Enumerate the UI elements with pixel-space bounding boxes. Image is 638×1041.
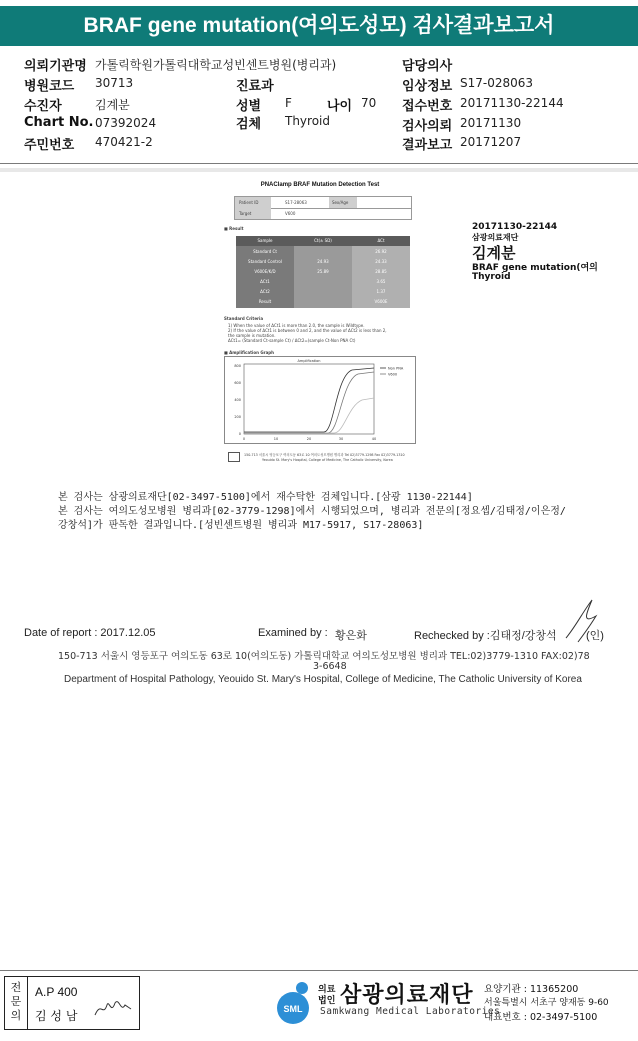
report-date-value: 20171207 [460, 135, 522, 149]
department-line: Department of Hospital Pathology, Yeouido St. Mary's Hospital, College of Medicine, The Catholic University of Korea [64, 674, 582, 685]
examined-label: Examined by : [258, 627, 328, 639]
amplification-graph [224, 356, 416, 444]
chart-value: 07392024 [95, 116, 157, 130]
graph-title: Amplification [297, 359, 321, 363]
hospital-logo-icon [228, 452, 240, 462]
id-value: 470421-2 [95, 135, 153, 149]
graph-frame [225, 357, 416, 444]
table-header: Ct(± SD) [314, 238, 332, 243]
stamp-code: A.P 400 [35, 985, 78, 999]
foundation-info: 서울특별시 서초구 양재동 9-60 [484, 998, 609, 1008]
criteria-line: ΔCt1= (Standard Ct-sample Ct) / ΔCt2=(sample Ct-Non PNA Ct) [228, 338, 356, 343]
criteria-title: Standard Criteria [224, 316, 264, 321]
hospital-code-label: 병원코드 [24, 79, 75, 94]
stamp-vertical-label: 전문의 [10, 981, 22, 1022]
stamp-name: 김 성 남 [35, 1009, 78, 1023]
graph-x-tick: 0 [242, 437, 246, 441]
logo-small-label: 법인 [318, 996, 336, 1006]
graph-legend-item: Non PNA [388, 366, 404, 371]
note-line: 강창석]가 판독한 결과입니다.[성빈센트병원 병리과 M17-5917, S17-28063] [58, 520, 424, 531]
embedded-report [222, 180, 418, 470]
sticker-patient-name: 김계분 [472, 244, 516, 262]
id-label: 주민번호 [24, 138, 75, 153]
graph-x-tick: 30 [338, 437, 344, 441]
foundation-info: 대표번호 : 02-3497-5100 [484, 1012, 598, 1023]
institution-value: 가톨릭학원가톨릭대학교성빈센트병원(병리과) [95, 58, 337, 72]
foundation-info: 요양기관 : 11365200 [484, 984, 579, 995]
embedded-report-title: PNAClamp BRAF Mutation Detection Test [260, 182, 380, 188]
sticker-line: 20171130-22144 [472, 222, 558, 232]
sticker-line: BRAF gene mutation(여의 [472, 263, 598, 273]
specialist-stamp [4, 976, 140, 1030]
graph-y-tick: 400 [234, 398, 241, 402]
criteria-line: 2) If the value of ΔCt1 is between 0 and 2, and the value of ΔCt2 is less than 2, [228, 328, 387, 333]
table-row: V600E/K/D [254, 269, 276, 274]
sticker-line: Thyroid [472, 272, 511, 282]
graph-legend-item: V600 [388, 372, 398, 377]
bottom-divider [0, 970, 638, 971]
sticker-line: 삼광의료재단 [472, 233, 519, 242]
graph-x-tick: 40 [371, 437, 377, 441]
age-value: 70 [361, 96, 377, 110]
patient-id-label: Patient ID [239, 200, 259, 205]
graph-x-tick: 10 [273, 437, 279, 441]
patient-id-value: S17-28063 [285, 200, 307, 205]
table-row: ΔCt2 [260, 289, 270, 294]
lab-footer-line: Yeouido St. Mary's Hospital, College of Medicine, The Catholic University, Korea [262, 458, 393, 462]
report-title: BRAF gene mutation(여의도성모) 검사결과보고서 [0, 6, 638, 46]
sex-label: 성별 [236, 99, 262, 114]
graph-x-tick: 20 [306, 437, 312, 441]
result-label: ■ Result [224, 226, 244, 231]
foundation-name: 삼광의료재단 [340, 983, 474, 1008]
report-date: Date of report : 2017.12.05 [24, 627, 156, 639]
table-row: ΔCt1 [260, 279, 270, 284]
table-header: Sample [257, 238, 273, 243]
specimen-label: 검체 [236, 117, 262, 132]
patient-label: 수진자 [24, 99, 62, 114]
rechecked-label: Rechecked by :김태정/강창석 [414, 630, 557, 642]
receipt-label: 접수번호 [402, 99, 453, 114]
table-row: Standard Ct [253, 249, 277, 254]
header-shadow [0, 168, 638, 172]
foundation-eng-name: Samkwang Medical Laboratories [320, 1006, 501, 1017]
chart-label: Chart No. [24, 115, 94, 130]
lab-footer-line: 150-713 서울시 영등포구 여의도동 63로 10 여의도성모병원 병리과 Tel 02)3779-1298 Fax 02)3779-1310 [244, 453, 405, 457]
sex-value: F [285, 96, 292, 110]
clinic-label: 진료과 [236, 79, 274, 94]
header-divider [0, 163, 638, 164]
target-label: Target [239, 211, 252, 216]
institution-label: 의뢰기관명 [24, 59, 87, 74]
patient-id-table [234, 196, 412, 220]
seal-mark: (인) [586, 630, 604, 642]
graph-label: ■ Amplification Graph [224, 350, 275, 355]
graph-y-tick: 600 [234, 381, 241, 385]
sex-age-label: Sex/Age [332, 200, 349, 205]
graph-y-tick: 800 [234, 364, 241, 368]
table-row: Standard Control [248, 259, 282, 264]
specimen-value: Thyroid [285, 114, 330, 128]
examined-value: 황은화 [335, 630, 367, 642]
request-value: 20171130 [460, 116, 522, 130]
logo-small-label: 의료 [318, 985, 336, 995]
specimen-label-sticker [468, 218, 604, 288]
graph-y-tick: 200 [234, 415, 241, 419]
criteria-line: 1) When the value of ΔCt1 is more than 2.0, the sample is Wildtype. [228, 323, 365, 328]
hospital-code-value: 30713 [95, 76, 134, 90]
stamp-signature-icon [93, 995, 133, 1021]
graph-y-tick: 0 [238, 432, 241, 436]
clinical-info-label: 임상정보 [402, 79, 453, 94]
address-line: 150-713 서울시 영등포구 여의도동 63로 10(여의도동) 가톨릭대학교 여의도성모병원 병리과 TEL:02)3779-1310 FAX:02)78 [58, 651, 590, 662]
doctor-label: 담당의사 [402, 59, 453, 74]
sml-logo-text: SML [283, 1004, 303, 1014]
patient-value: 김계분 [95, 98, 130, 112]
sml-logo-icon [268, 978, 318, 1028]
age-label: 나이 [327, 99, 353, 114]
signature-icon [556, 596, 606, 646]
receipt-value: 20171130-22144 [460, 96, 564, 110]
criteria-line: the sample is mutation. [228, 333, 276, 338]
note-line: 본 검사는 여의도성모병원 병리과[02-3779-1298]에서 시행되었으며, 병리과 전문의[정요셉/김태정/이은정/ [58, 506, 566, 517]
result-table: Sample Ct(± SD) ΔCt Standard Ct 26.92 Standard Control 24.93 24.33 V600E/K/D 25.89 28.85 ΔCt1 3.65 ΔCt2 1.37 Result V600E [236, 236, 410, 308]
address-line: 3-6648 [313, 661, 347, 672]
table-row: Result [258, 299, 272, 304]
clinical-info-value: S17-028063 [460, 76, 534, 90]
target-value: V600 [285, 211, 296, 216]
report-date-label: 결과보고 [402, 138, 453, 153]
request-label: 검사의뢰 [402, 119, 453, 134]
table-header: ΔCt [377, 238, 385, 243]
note-line: 본 검사는 삼광의료재단[02-3497-5100]에서 재수탁한 검체입니다.[삼광 1130-22144] [58, 492, 473, 503]
